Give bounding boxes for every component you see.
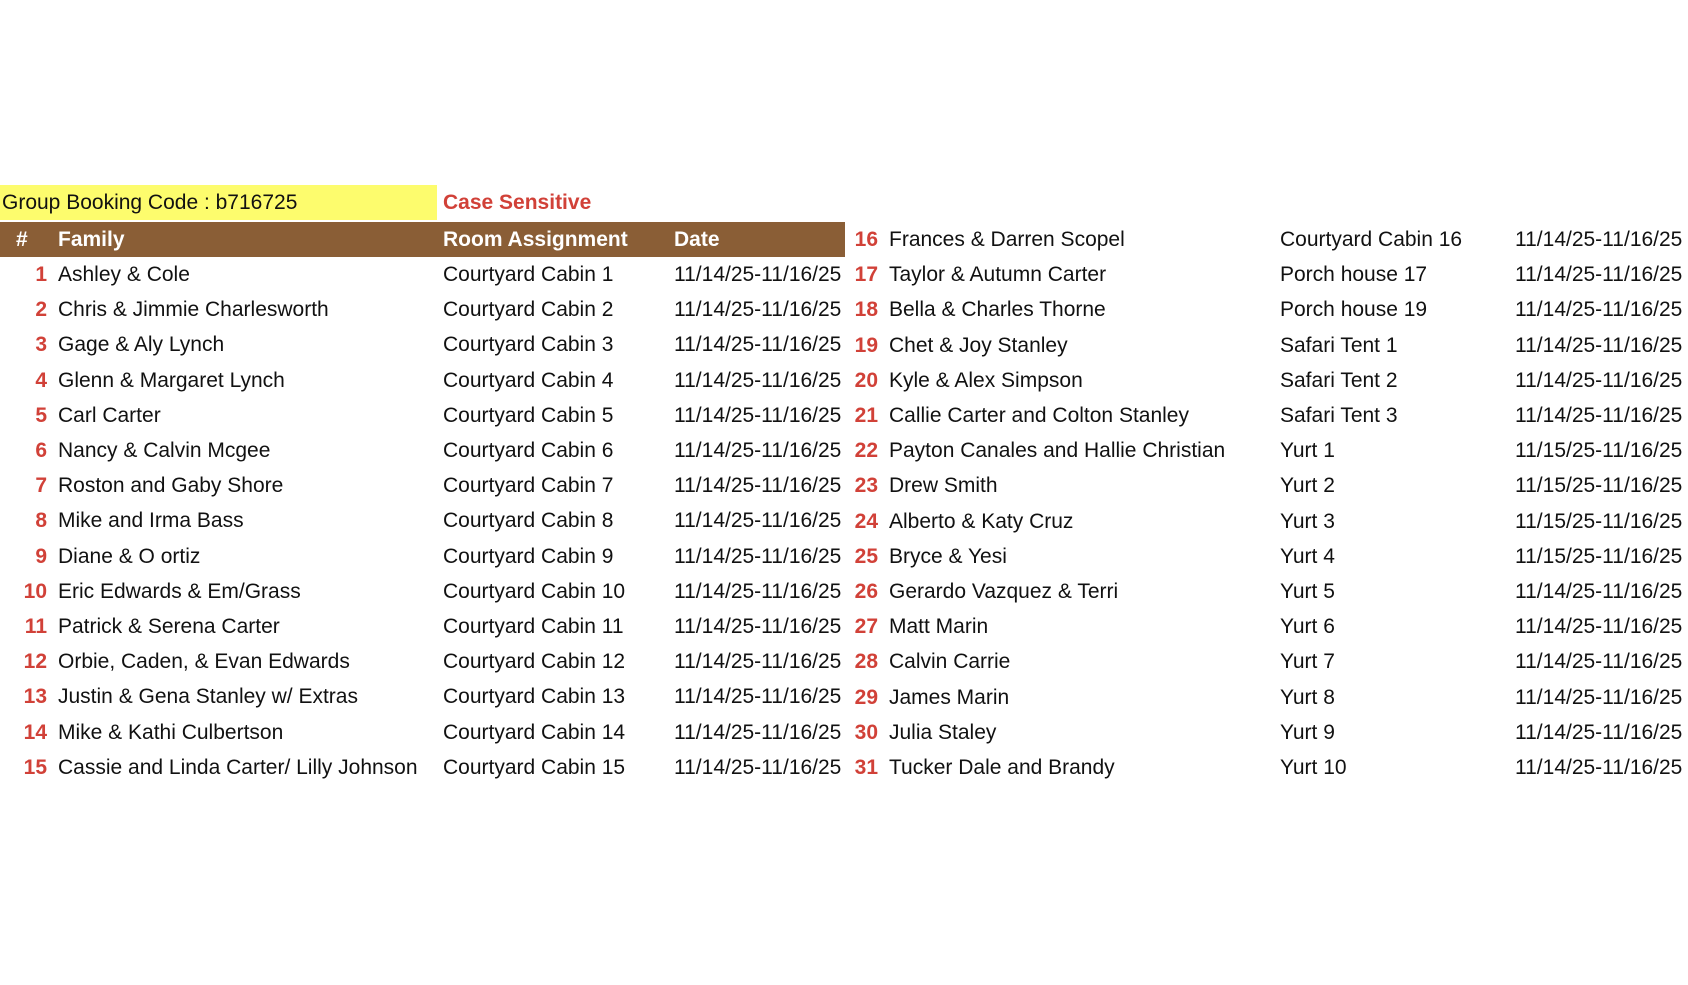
- date-range: 11/14/25-11/16/25: [1515, 720, 1683, 744]
- row-number: 12: [23, 650, 47, 674]
- family-name: Cassie and Linda Carter/ Lilly Johnson: [58, 755, 418, 779]
- room-assignment: Courtyard Cabin 1: [443, 263, 614, 286]
- row-number: 7: [35, 474, 47, 498]
- room-assignment: Yurt 10: [1280, 756, 1347, 779]
- room-assignment: Safari Tent 1: [1280, 333, 1398, 357]
- room-assignment: Yurt 3: [1280, 509, 1335, 533]
- family-name: Glenn & Margaret Lynch: [58, 368, 285, 392]
- row-number: 31: [854, 756, 878, 779]
- row-number: 10: [23, 579, 47, 603]
- family-name: Frances & Darren Scopel: [889, 228, 1125, 251]
- date-range: 11/14/25-11/16/25: [1515, 263, 1683, 287]
- family-name: Roston and Gaby Shore: [58, 474, 284, 498]
- row-number: 18: [854, 298, 878, 322]
- room-assignment: Courtyard Cabin 9: [443, 544, 614, 568]
- room-assignment: Yurt 6: [1280, 615, 1335, 639]
- date-range: 11/14/25-11/16/25: [1515, 580, 1683, 603]
- family-name: Alberto & Katy Cruz: [889, 509, 1074, 533]
- table-row: [0, 257, 1688, 292]
- room-assignment: Porch house 19: [1280, 298, 1428, 322]
- room-assignment: Courtyard Cabin 10: [443, 579, 626, 603]
- room-assignment: Porch house 17: [1280, 263, 1428, 287]
- table-row: [0, 328, 1688, 363]
- room-assignment: Courtyard Cabin 3: [443, 333, 614, 357]
- row-number: 9: [35, 544, 47, 568]
- family-name: Chet & Joy Stanley: [889, 333, 1068, 357]
- date-range: 11/14/25-11/16/25: [674, 685, 842, 709]
- row-number: 17: [854, 263, 878, 287]
- date-range: 11/15/25-11/16/25: [1515, 474, 1683, 498]
- family-name: Justin & Gena Stanley w/ Extras: [58, 685, 358, 709]
- room-assignment: Courtyard Cabin 12: [443, 650, 626, 674]
- case-sensitive-note: Case Sensitive: [443, 191, 592, 214]
- family-name: Mike and Irma Bass: [58, 509, 244, 533]
- row-number: 8: [35, 509, 47, 533]
- family-name: Mike & Kathi Culbertson: [58, 720, 284, 744]
- date-range: 11/14/25-11/16/25: [674, 720, 842, 744]
- row-number: 24: [854, 509, 878, 533]
- date-range: 11/14/25-11/16/25: [674, 439, 842, 462]
- date-range: 11/15/25-11/16/25: [1515, 509, 1683, 533]
- family-name: Nancy & Calvin Mcgee: [58, 439, 271, 462]
- table-row: [0, 398, 1688, 433]
- row-number: 22: [854, 439, 878, 463]
- row-number: 19: [854, 333, 878, 357]
- row-number: 25: [854, 544, 878, 568]
- table-row: [0, 644, 1688, 679]
- table-row: [0, 222, 1688, 257]
- family-name: Tucker Dale and Brandy: [889, 756, 1115, 779]
- date-range: 11/14/25-11/16/25: [1515, 228, 1683, 251]
- header-family: Family: [58, 228, 125, 251]
- room-assignment: Yurt 8: [1280, 685, 1335, 709]
- family-name: Julia Staley: [889, 720, 997, 744]
- date-range: 11/14/25-11/16/25: [674, 298, 842, 322]
- table-row: [0, 680, 1688, 715]
- family-name: Matt Marin: [889, 615, 989, 639]
- table-row: [0, 433, 1688, 468]
- row-number: 5: [35, 403, 47, 427]
- room-assignment: Courtyard Cabin 14: [443, 720, 626, 744]
- family-name: Orbie, Caden, & Evan Edwards: [58, 650, 350, 674]
- date-range: 11/14/25-11/16/25: [674, 333, 842, 357]
- family-name: Carl Carter: [58, 403, 161, 427]
- table-row: [0, 609, 1688, 644]
- row-number: 14: [23, 720, 47, 744]
- family-name: Chris & Jimmie Charlesworth: [58, 298, 329, 322]
- family-name: James Marin: [889, 685, 1010, 709]
- room-assignment: Courtyard Cabin 11: [443, 615, 624, 638]
- room-assignment: Yurt 2: [1280, 474, 1335, 498]
- room-assignment: Safari Tent 2: [1280, 368, 1398, 392]
- date-range: 11/14/25-11/16/25: [674, 579, 842, 603]
- row-number: 6: [35, 439, 47, 462]
- room-assignment: Courtyard Cabin 8: [443, 509, 614, 533]
- table-row: [0, 750, 1688, 785]
- table-row: [0, 574, 1688, 609]
- row-number: 20: [854, 368, 878, 392]
- date-range: 11/14/25-11/16/25: [674, 368, 842, 392]
- row-number: 23: [854, 474, 878, 498]
- date-range: 11/14/25-11/16/25: [1515, 404, 1683, 427]
- family-name: Diane & O ortiz: [58, 544, 201, 568]
- date-range: 11/14/25-11/16/25: [1515, 685, 1683, 709]
- date-range: 11/14/25-11/16/25: [674, 650, 842, 674]
- table-row: [0, 468, 1688, 503]
- room-assignment: Courtyard Cabin 13: [443, 685, 626, 709]
- row-number: 29: [854, 685, 878, 709]
- family-name: Ashley & Cole: [58, 263, 190, 286]
- date-range: 11/14/25-11/16/25: [1515, 368, 1683, 392]
- family-name: Bryce & Yesi: [889, 544, 1007, 568]
- date-range: 11/14/25-11/16/25: [674, 474, 842, 498]
- row-number: 28: [854, 650, 878, 674]
- row-number: 26: [854, 580, 878, 603]
- date-range: 11/14/25-11/16/25: [674, 509, 842, 533]
- table-row: [0, 539, 1688, 574]
- family-name: Kyle & Alex Simpson: [889, 368, 1083, 392]
- table-row: [0, 715, 1688, 750]
- room-assignment: Yurt 1: [1280, 439, 1335, 463]
- table-row: [0, 363, 1688, 398]
- date-range: 11/15/25-11/16/25: [1515, 544, 1683, 568]
- row-number: 30: [854, 720, 878, 744]
- room-assignment: Courtyard Cabin 7: [443, 474, 614, 498]
- family-name: Gage & Aly Lynch: [58, 333, 225, 357]
- row-number: 3: [35, 333, 47, 357]
- row-number: 2: [35, 298, 47, 322]
- family-name: Calvin Carrie: [889, 650, 1011, 674]
- date-range: 11/14/25-11/16/25: [1515, 756, 1683, 779]
- header-number: #: [16, 228, 28, 251]
- room-assignment: Yurt 5: [1280, 580, 1335, 603]
- date-range: 11/14/25-11/16/25: [1515, 298, 1683, 322]
- date-range: 11/14/25-11/16/25: [674, 615, 842, 638]
- family-name: Callie Carter and Colton Stanley: [889, 404, 1189, 427]
- date-range: 11/14/25-11/16/25: [1515, 615, 1683, 639]
- header-room-assignment: Room Assignment: [443, 228, 628, 251]
- room-assignment: Safari Tent 3: [1280, 404, 1398, 427]
- row-number: 15: [23, 755, 47, 779]
- row-number: 11: [24, 615, 47, 638]
- room-assignment: Courtyard Cabin 2: [443, 298, 614, 322]
- family-name: Eric Edwards & Em/Grass: [58, 579, 301, 603]
- room-assignment: Courtyard Cabin 15: [443, 755, 626, 779]
- date-range: 11/14/25-11/16/25: [674, 755, 842, 779]
- room-assignment: Courtyard Cabin 6: [443, 439, 614, 462]
- row-number: 27: [854, 615, 878, 639]
- header-date: Date: [674, 228, 720, 251]
- date-range: 11/14/25-11/16/25: [674, 403, 842, 427]
- family-name: Taylor & Autumn Carter: [889, 263, 1107, 287]
- row-number: 21: [854, 404, 878, 427]
- room-assignment: Courtyard Cabin 5: [443, 403, 614, 427]
- date-range: 11/14/25-11/16/25: [674, 544, 842, 568]
- room-assignment: Courtyard Cabin 16: [1280, 228, 1463, 251]
- room-assignment: Yurt 7: [1280, 650, 1335, 674]
- family-name: Bella & Charles Thorne: [889, 298, 1106, 322]
- room-assignment: Courtyard Cabin 4: [443, 368, 614, 392]
- date-range: 11/15/25-11/16/25: [1515, 439, 1683, 463]
- date-range: 11/14/25-11/16/25: [1515, 333, 1683, 357]
- row-number: 4: [35, 368, 47, 392]
- family-name: Patrick & Serena Carter: [58, 615, 280, 638]
- table-row: [0, 292, 1688, 327]
- row-number: 13: [23, 685, 47, 709]
- date-range: 11/14/25-11/16/25: [1515, 650, 1683, 674]
- family-name: Payton Canales and Hallie Christian: [889, 439, 1226, 463]
- row-number: 1: [35, 263, 47, 286]
- table-row: [0, 504, 1688, 539]
- family-name: Drew Smith: [889, 474, 998, 498]
- family-name: Gerardo Vazquez & Terri: [889, 580, 1119, 603]
- row-number: 16: [854, 228, 878, 251]
- group-booking-code: Group Booking Code : b716725: [0, 185, 437, 220]
- room-assignment: Yurt 9: [1280, 720, 1335, 744]
- date-range: 11/14/25-11/16/25: [674, 263, 842, 286]
- room-assignment: Yurt 4: [1280, 544, 1335, 568]
